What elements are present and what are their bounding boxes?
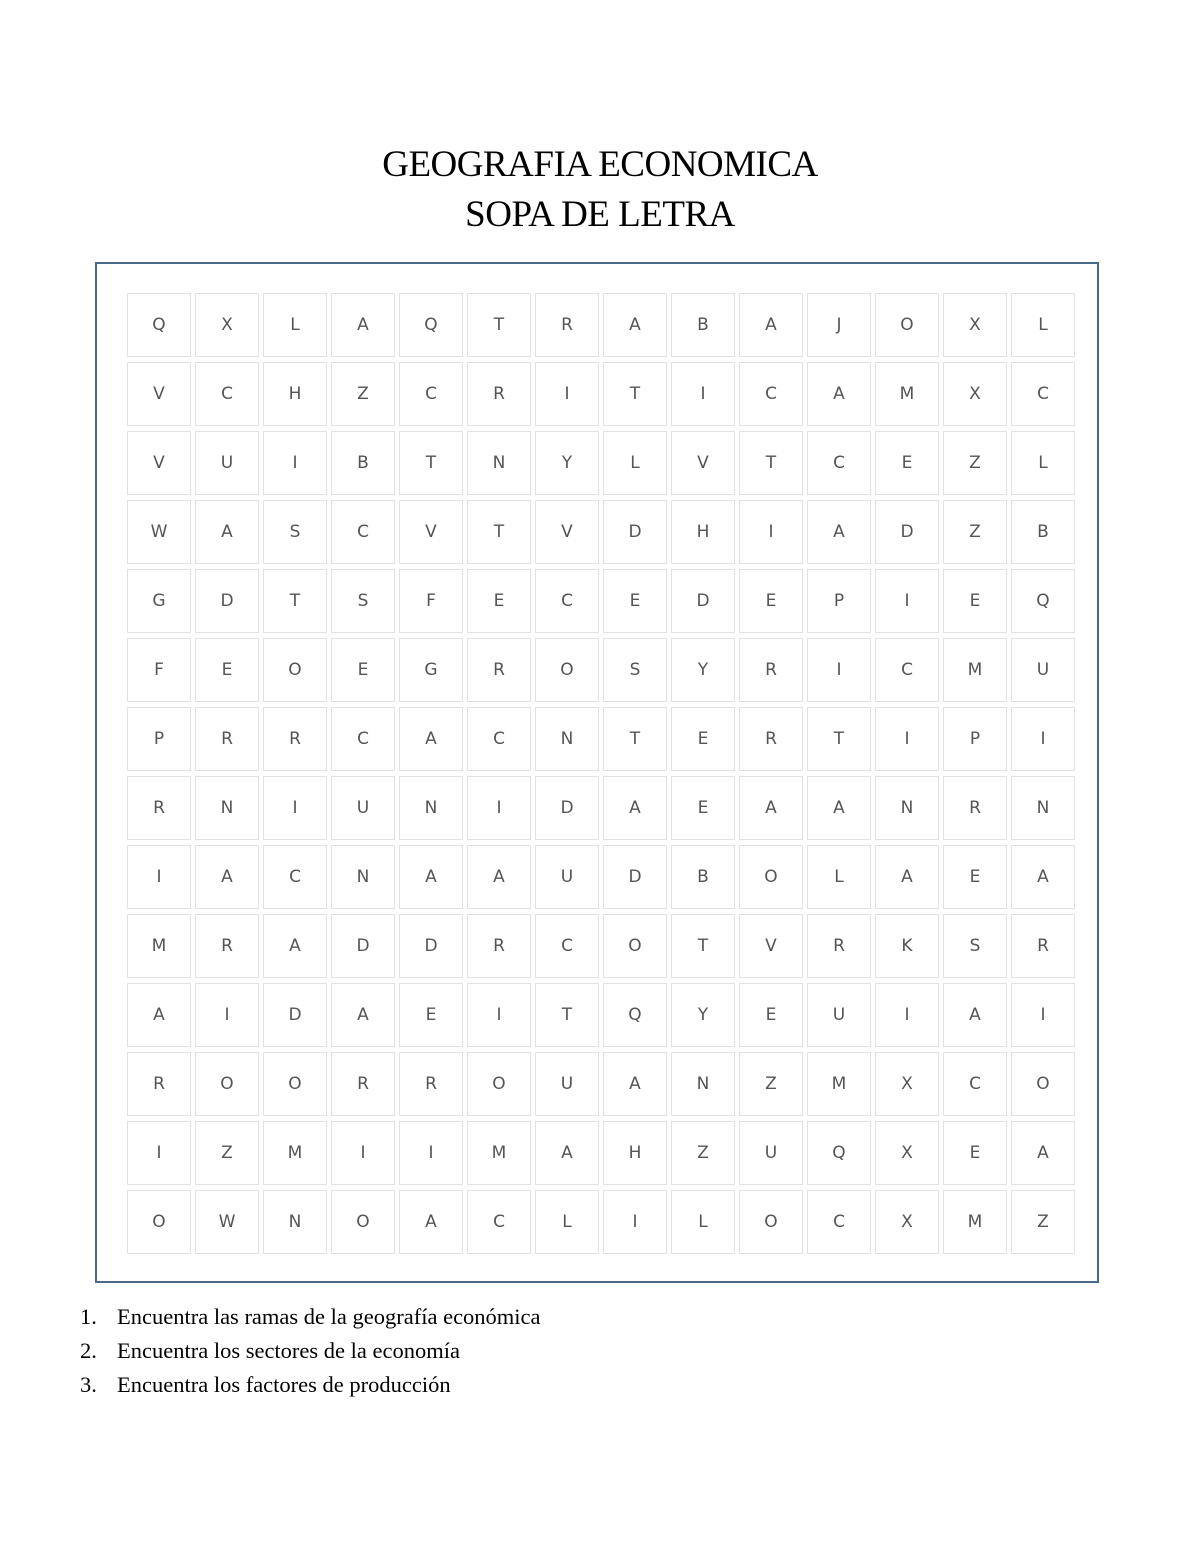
grid-cell: N: [875, 776, 939, 840]
grid-cell: A: [739, 776, 803, 840]
grid-cell: Y: [671, 638, 735, 702]
word-search-grid: [125, 292, 1077, 1258]
grid-cell: H: [603, 1121, 667, 1185]
grid-cell: R: [739, 707, 803, 771]
grid-cell: X: [195, 293, 259, 357]
grid-cell: I: [467, 983, 531, 1047]
grid-cell: T: [535, 983, 599, 1047]
grid-cell: T: [263, 569, 327, 633]
grid-cell: R: [467, 362, 531, 426]
grid-cell: I: [875, 707, 939, 771]
grid-cell: T: [671, 914, 735, 978]
grid-cell: T: [739, 431, 803, 495]
grid-cell: A: [1011, 1121, 1075, 1185]
grid-cell: I: [1011, 983, 1075, 1047]
grid-cell: V: [399, 500, 463, 564]
grid-cell: C: [331, 500, 395, 564]
grid-cell: C: [807, 1190, 871, 1254]
grid-cell: O: [331, 1190, 395, 1254]
grid-cell: L: [807, 845, 871, 909]
grid-cell: I: [1011, 707, 1075, 771]
grid-cell: T: [467, 293, 531, 357]
grid-cell: V: [127, 362, 191, 426]
grid-cell: Y: [671, 983, 735, 1047]
grid-cell: S: [603, 638, 667, 702]
grid-cell: M: [943, 638, 1007, 702]
grid-cell: C: [331, 707, 395, 771]
grid-cell: Q: [603, 983, 667, 1047]
grid-cell: R: [195, 914, 259, 978]
instruction-number: 1.: [80, 1304, 97, 1329]
grid-cell: O: [263, 638, 327, 702]
grid-cell: U: [807, 983, 871, 1047]
grid-cell: L: [1011, 293, 1075, 357]
grid-cell: V: [127, 431, 191, 495]
grid-cell: R: [127, 1052, 191, 1116]
grid-cell: N: [399, 776, 463, 840]
grid-cell: Z: [943, 500, 1007, 564]
grid-cell: S: [263, 500, 327, 564]
grid-cell: P: [127, 707, 191, 771]
grid-cell: O: [195, 1052, 259, 1116]
instruction-text: Encuentra los factores de producción: [117, 1372, 451, 1397]
grid-cell: V: [739, 914, 803, 978]
grid-cell: P: [807, 569, 871, 633]
grid-cell: E: [331, 638, 395, 702]
grid-cell: N: [1011, 776, 1075, 840]
grid-cell: D: [263, 983, 327, 1047]
grid-cell: C: [399, 362, 463, 426]
grid-cell: D: [331, 914, 395, 978]
grid-cell: A: [603, 776, 667, 840]
grid-cell: W: [195, 1190, 259, 1254]
grid-cell: A: [1011, 845, 1075, 909]
grid-cell: X: [875, 1052, 939, 1116]
grid-cell: T: [603, 707, 667, 771]
grid-cell: R: [195, 707, 259, 771]
grid-cell: R: [399, 1052, 463, 1116]
instruction-number: 2.: [80, 1338, 97, 1363]
grid-cell: C: [875, 638, 939, 702]
grid-cell: A: [331, 293, 395, 357]
grid-cell: R: [127, 776, 191, 840]
grid-cell: A: [807, 500, 871, 564]
grid-cell: C: [535, 569, 599, 633]
grid-cell: J: [807, 293, 871, 357]
instruction-item: [80, 1368, 541, 1402]
title-line-2: SOPA DE LETRA: [465, 194, 735, 235]
grid-cell: R: [739, 638, 803, 702]
grid-cell: O: [1011, 1052, 1075, 1116]
grid-cell: E: [467, 569, 531, 633]
grid-cell: I: [127, 845, 191, 909]
grid-cell: D: [195, 569, 259, 633]
grid-cell: D: [535, 776, 599, 840]
grid-cell: O: [875, 293, 939, 357]
grid-cell: I: [195, 983, 259, 1047]
grid-cell: I: [535, 362, 599, 426]
title-line-1: GEOGRAFIA ECONOMICA: [382, 144, 818, 185]
grid-cell: M: [127, 914, 191, 978]
grid-cell: M: [807, 1052, 871, 1116]
grid-cell: L: [263, 293, 327, 357]
grid-cell: E: [943, 845, 1007, 909]
grid-cell: E: [671, 776, 735, 840]
grid-cell: A: [535, 1121, 599, 1185]
grid-cell: U: [195, 431, 259, 495]
instruction-text: Encuentra los sectores de la economía: [117, 1338, 460, 1363]
grid-cell: X: [943, 293, 1007, 357]
grid-cell: X: [943, 362, 1007, 426]
grid-cell: H: [263, 362, 327, 426]
grid-cell: T: [807, 707, 871, 771]
grid-cell: O: [263, 1052, 327, 1116]
grid-cell: I: [603, 1190, 667, 1254]
grid-cell: Z: [195, 1121, 259, 1185]
grid-cell: Z: [1011, 1190, 1075, 1254]
grid-cell: L: [1011, 431, 1075, 495]
grid-cell: Z: [739, 1052, 803, 1116]
grid-cell: C: [535, 914, 599, 978]
grid-cell: R: [467, 638, 531, 702]
grid-cell: D: [399, 914, 463, 978]
grid-cell: P: [943, 707, 1007, 771]
instruction-item: [80, 1300, 541, 1334]
grid-cell: B: [671, 845, 735, 909]
grid-cell: V: [671, 431, 735, 495]
grid-cell: U: [535, 1052, 599, 1116]
grid-cell: A: [195, 500, 259, 564]
grid-cell: N: [331, 845, 395, 909]
grid-cell: A: [739, 293, 803, 357]
grid-cell: E: [739, 983, 803, 1047]
grid-cell: A: [467, 845, 531, 909]
grid-cell: T: [399, 431, 463, 495]
grid-cell: A: [331, 983, 395, 1047]
grid-cell: S: [331, 569, 395, 633]
grid-cell: N: [467, 431, 531, 495]
grid-cell: L: [603, 431, 667, 495]
grid-cell: A: [399, 845, 463, 909]
grid-cell: R: [467, 914, 531, 978]
grid-cell: R: [263, 707, 327, 771]
grid-cell: L: [535, 1190, 599, 1254]
grid-cell: S: [943, 914, 1007, 978]
grid-cell: A: [603, 1052, 667, 1116]
grid-cell: I: [739, 500, 803, 564]
grid-cell: I: [807, 638, 871, 702]
grid-cell: G: [399, 638, 463, 702]
grid-cell: U: [1011, 638, 1075, 702]
grid-cell: X: [875, 1190, 939, 1254]
grid-cell: Z: [943, 431, 1007, 495]
grid-cell: B: [331, 431, 395, 495]
grid-cell: D: [603, 500, 667, 564]
grid-cell: U: [331, 776, 395, 840]
grid-cell: N: [535, 707, 599, 771]
grid-cell: Z: [331, 362, 395, 426]
grid-cell: I: [263, 431, 327, 495]
grid-cell: C: [195, 362, 259, 426]
grid-cell: U: [535, 845, 599, 909]
grid-cell: L: [671, 1190, 735, 1254]
grid-cell: O: [739, 845, 803, 909]
grid-cell: N: [195, 776, 259, 840]
grid-cell: T: [467, 500, 531, 564]
grid-cell: A: [943, 983, 1007, 1047]
grid-cell: D: [671, 569, 735, 633]
grid-cell: E: [943, 569, 1007, 633]
grid-cell: H: [671, 500, 735, 564]
grid-cell: X: [875, 1121, 939, 1185]
grid-cell: E: [739, 569, 803, 633]
grid-cell: O: [467, 1052, 531, 1116]
grid-cell: Q: [127, 293, 191, 357]
grid-cell: V: [535, 500, 599, 564]
grid-cell: A: [399, 707, 463, 771]
grid-cell: B: [1011, 500, 1075, 564]
grid-cell: N: [263, 1190, 327, 1254]
grid-cell: I: [671, 362, 735, 426]
grid-cell: R: [331, 1052, 395, 1116]
grid-cell: E: [875, 431, 939, 495]
grid-cell: I: [875, 983, 939, 1047]
grid-cell: M: [467, 1121, 531, 1185]
grid-cell: G: [127, 569, 191, 633]
grid-cell: A: [807, 362, 871, 426]
grid-cell: E: [399, 983, 463, 1047]
grid-cell: F: [127, 638, 191, 702]
grid-cell: C: [263, 845, 327, 909]
grid-cell: I: [467, 776, 531, 840]
grid-cell: C: [467, 707, 531, 771]
grid-cell: A: [807, 776, 871, 840]
grid-cell: O: [739, 1190, 803, 1254]
grid-cell: E: [671, 707, 735, 771]
grid-cell: D: [603, 845, 667, 909]
grid-cell: A: [399, 1190, 463, 1254]
grid-cell: E: [603, 569, 667, 633]
grid-cell: M: [875, 362, 939, 426]
grid-cell: I: [263, 776, 327, 840]
grid-cell: R: [535, 293, 599, 357]
grid-cell: Q: [807, 1121, 871, 1185]
document-title: [0, 140, 1200, 240]
grid-cell: I: [331, 1121, 395, 1185]
grid-cell: Q: [1011, 569, 1075, 633]
grid-cell: A: [127, 983, 191, 1047]
instruction-number: 3.: [80, 1372, 97, 1397]
grid-cell: M: [263, 1121, 327, 1185]
grid-cell: W: [127, 500, 191, 564]
grid-cell: I: [127, 1121, 191, 1185]
grid-cell: I: [399, 1121, 463, 1185]
grid-cell: A: [603, 293, 667, 357]
grid-cell: R: [807, 914, 871, 978]
word-search-frame: [95, 262, 1099, 1283]
grid-cell: K: [875, 914, 939, 978]
grid-cell: A: [195, 845, 259, 909]
grid-cell: C: [467, 1190, 531, 1254]
grid-cell: R: [943, 776, 1007, 840]
grid-cell: R: [1011, 914, 1075, 978]
grid-cell: C: [943, 1052, 1007, 1116]
instruction-item: [80, 1334, 541, 1368]
grid-cell: U: [739, 1121, 803, 1185]
grid-cell: F: [399, 569, 463, 633]
grid-cell: C: [1011, 362, 1075, 426]
grid-cell: Q: [399, 293, 463, 357]
grid-cell: C: [739, 362, 803, 426]
grid-cell: A: [875, 845, 939, 909]
grid-cell: Y: [535, 431, 599, 495]
grid-cell: E: [943, 1121, 1007, 1185]
grid-cell: A: [263, 914, 327, 978]
grid-cell: N: [671, 1052, 735, 1116]
grid-cell: E: [195, 638, 259, 702]
grid-cell: I: [875, 569, 939, 633]
instruction-text: Encuentra las ramas de la geografía económica: [117, 1304, 541, 1329]
grid-cell: O: [603, 914, 667, 978]
grid-cell: C: [807, 431, 871, 495]
grid-cell: D: [875, 500, 939, 564]
grid-cell: Z: [671, 1121, 735, 1185]
instructions-list: [80, 1300, 541, 1402]
grid-cell: B: [671, 293, 735, 357]
grid-cell: O: [535, 638, 599, 702]
grid-cell: O: [127, 1190, 191, 1254]
grid-cell: T: [603, 362, 667, 426]
grid-cell: M: [943, 1190, 1007, 1254]
